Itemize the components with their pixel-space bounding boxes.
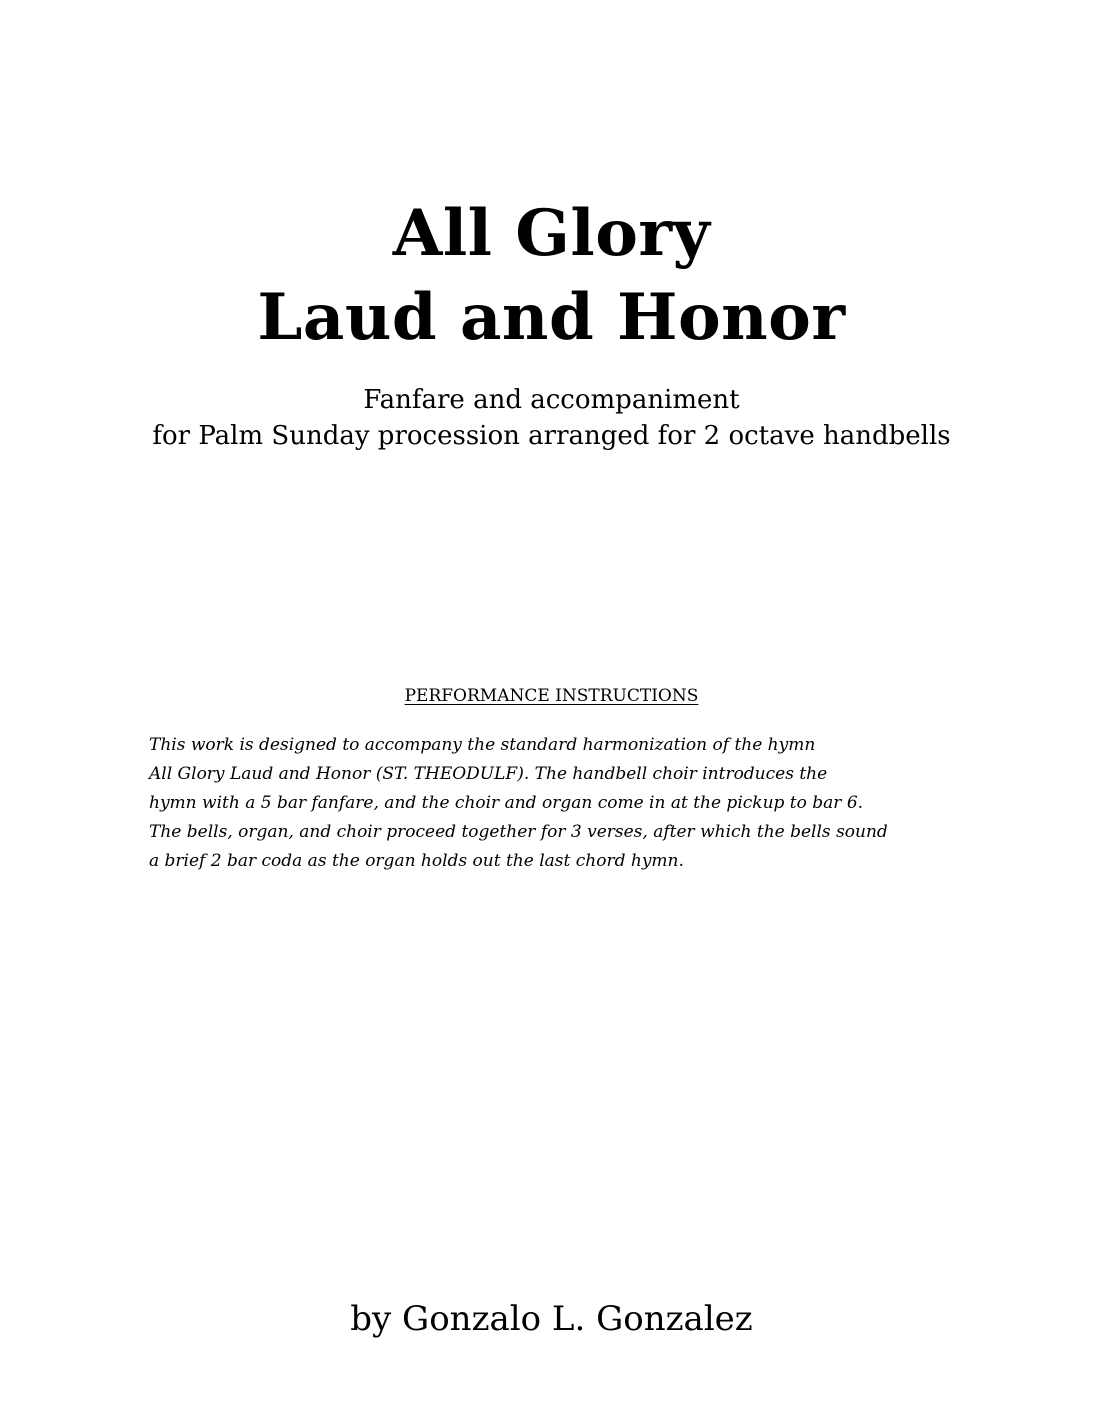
title-line-1: All Glory (392, 196, 711, 271)
subtitle-line-2: for Palm Sunday procession arranged for 2 octave handbells (152, 421, 951, 451)
instructions-line: This work is designed to accompany the standard harmonization of the hymn (149, 735, 816, 755)
author-credit: by Gonzalo L. Gonzalez (350, 1299, 753, 1339)
subtitle-line-1: Fanfare and accompaniment (363, 385, 740, 415)
instructions-line: a brief 2 bar coda as the organ holds out the last chord hymn. (149, 851, 684, 871)
instructions-line: hymn with a 5 bar fanfare, and the choir and organ come in at the pickup to bar 6. (149, 793, 864, 813)
page-title (0, 192, 1103, 360)
instructions-heading: PERFORMANCE INSTRUCTIONS (404, 686, 699, 706)
title-line-2: Laud and Honor (257, 280, 846, 355)
instructions-line: All Glory Laud and Honor (ST. THEODULF). The handbell choir introduces the (149, 764, 828, 784)
instructions-line: The bells, organ, and choir proceed together for 3 verses, after which the bells sound (149, 822, 888, 842)
instructions-body (149, 731, 979, 876)
subtitle (0, 382, 1103, 454)
